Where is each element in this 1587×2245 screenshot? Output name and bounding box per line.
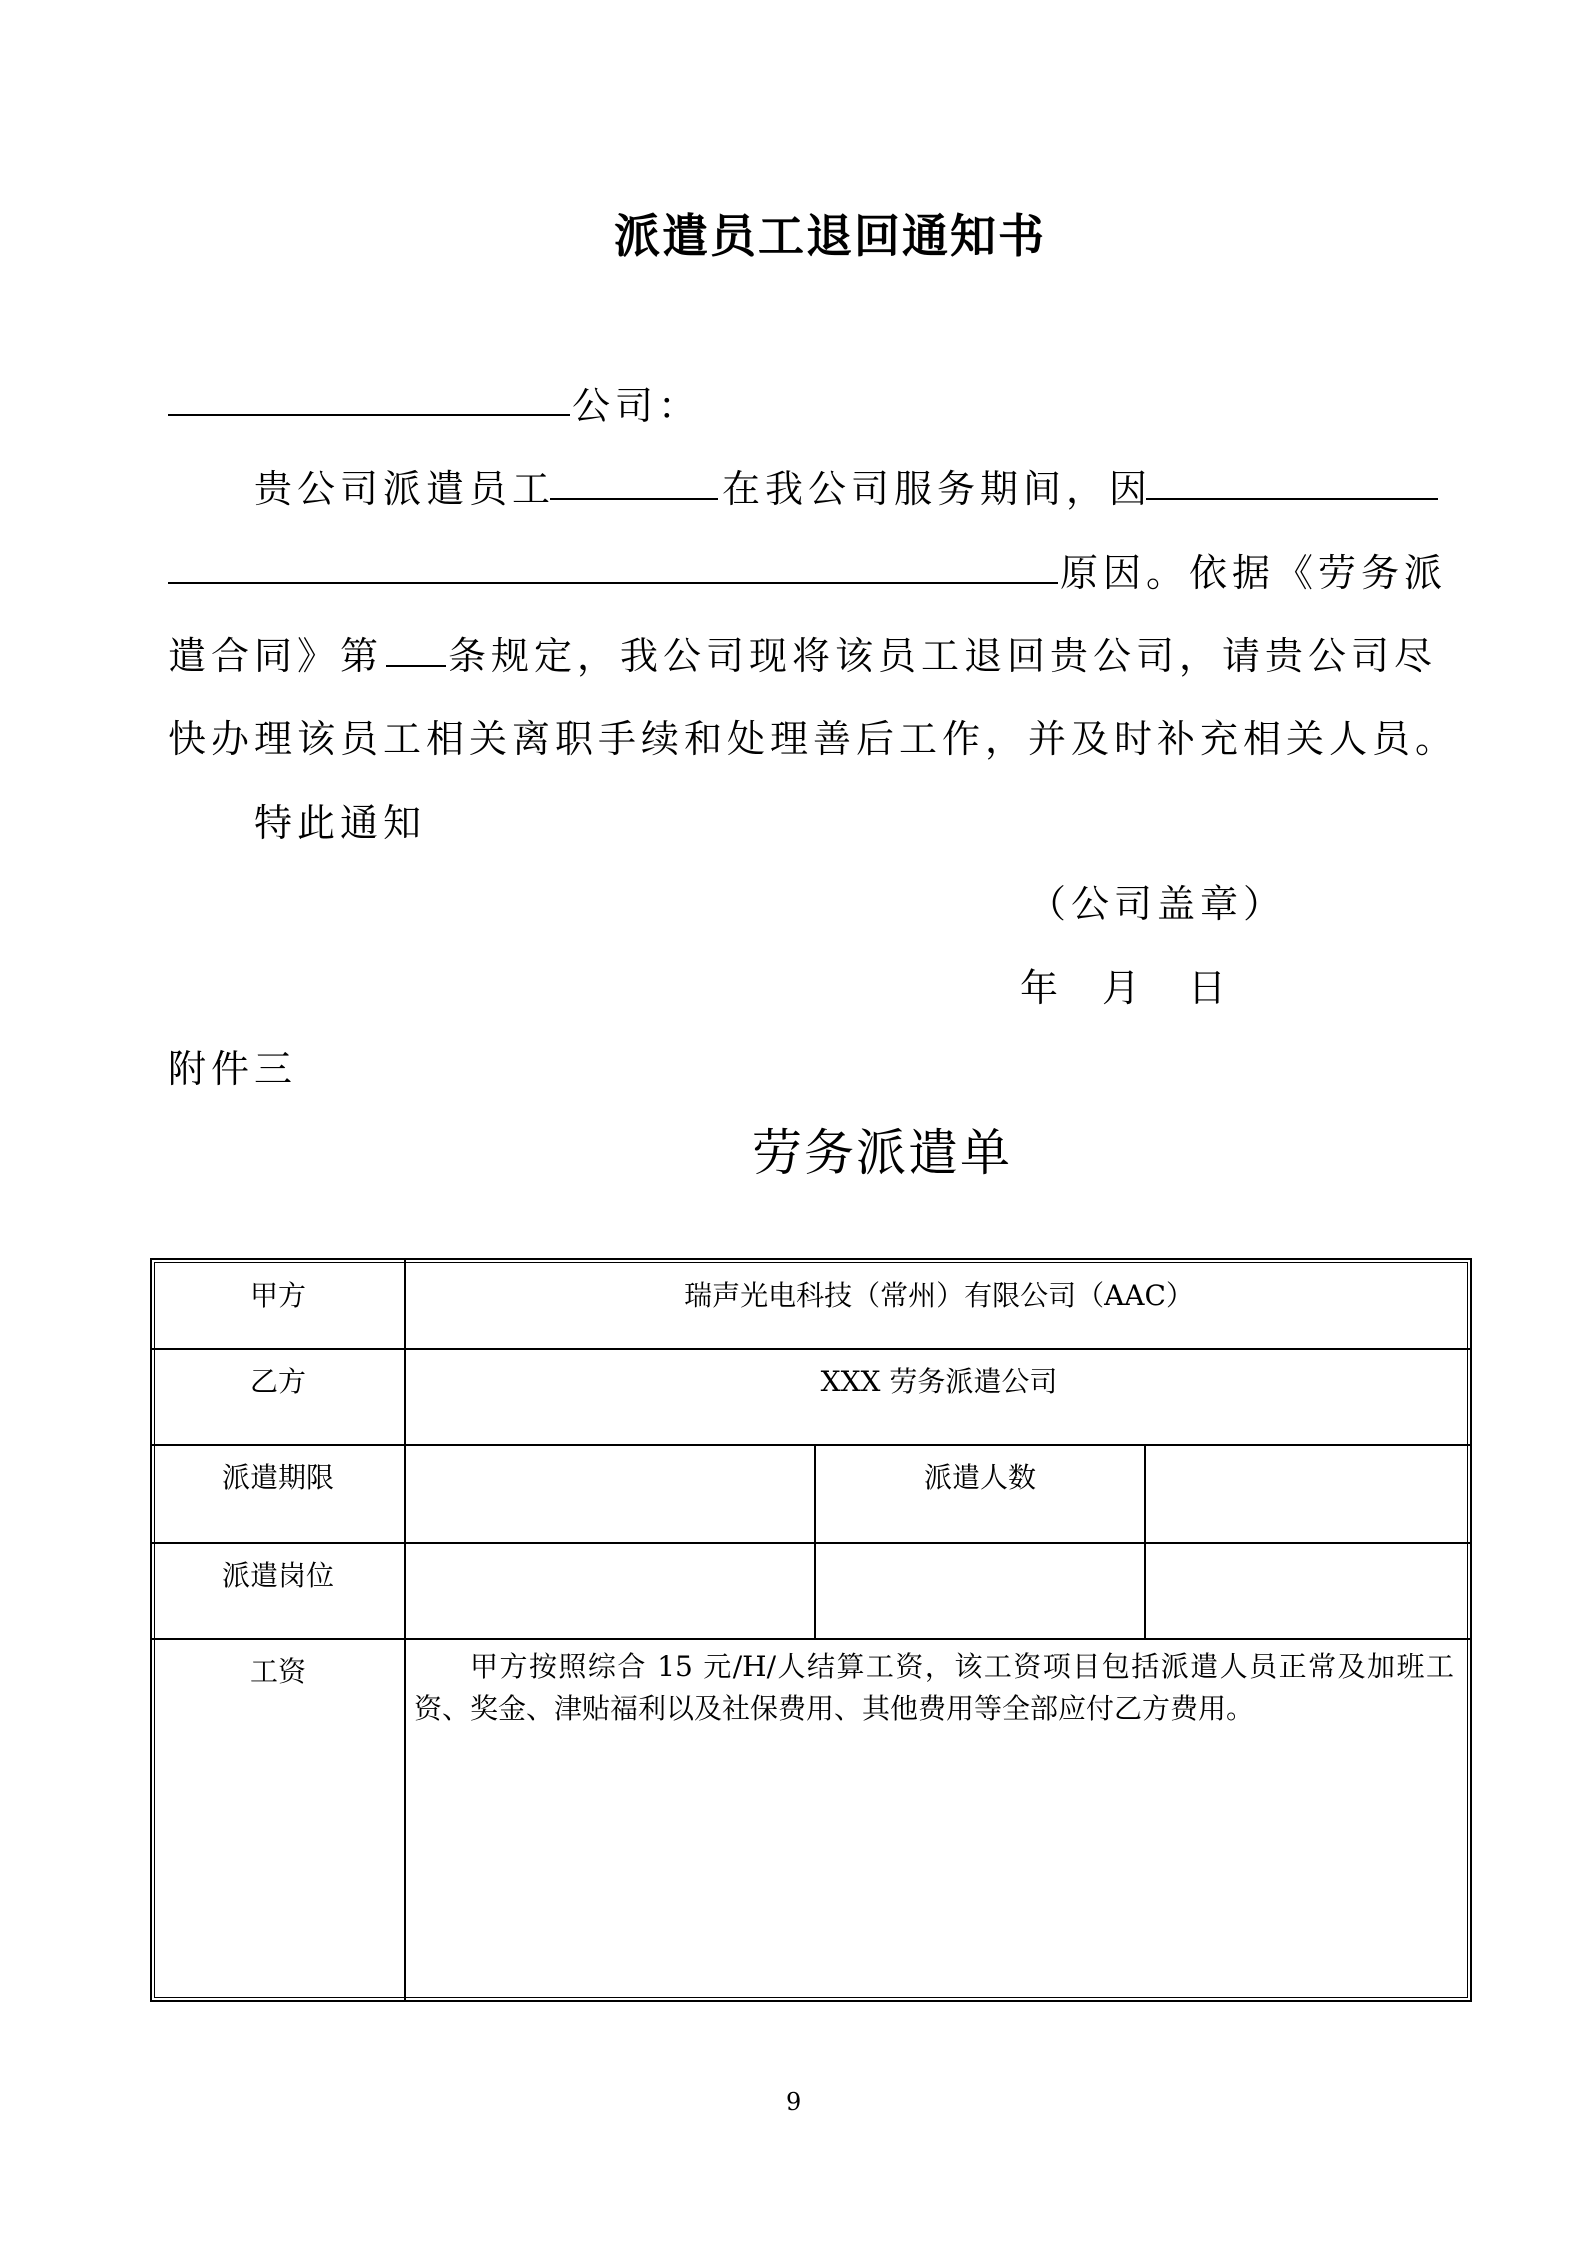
notice-line3-b: 条规定，我公司现将该员工退回贵公司，请贵公司尽 (448, 634, 1438, 678)
company-seal: （公司盖章） (1028, 882, 1287, 926)
term-label: 派遣期限 (221, 1461, 334, 1494)
party-b-value: XXX 劳务派遣公司 (820, 1365, 1058, 1398)
employee-name-blank (550, 498, 718, 500)
wage-description: 甲方按照综合 15 元/H/人结算工资，该工资项目包括派遣人员正常及加班工资、奖金、津贴福利以及社保费用、其他费用等全部应付乙方费用。 (414, 1650, 1454, 1725)
clause-number-blank (386, 665, 446, 667)
reason-blank-1 (1146, 498, 1438, 500)
party-a-label: 甲方 (249, 1279, 306, 1312)
table-col-divider (1144, 1444, 1146, 1638)
notice-title: 派遣员工退回通知书 (614, 209, 1046, 263)
date-day: 日 (1188, 966, 1232, 1010)
notice-line1-b: 在我公司服务期间，因 (722, 467, 1153, 511)
wage-label: 工资 (249, 1655, 306, 1688)
headcount-label: 派遣人数 (923, 1461, 1036, 1494)
notice-closing: 特此通知 (254, 801, 427, 845)
party-b-label: 乙方 (249, 1365, 306, 1398)
position-label: 派遣岗位 (221, 1559, 334, 1592)
attachment-label: 附件三 (168, 1047, 298, 1091)
dispatch-form-table (150, 1258, 1472, 2002)
company-suffix: 公司： (572, 384, 702, 428)
notice-line1-a: 贵公司派遣员工 (254, 467, 556, 511)
date-month: 月 (1102, 966, 1146, 1010)
table-row-divider (152, 1542, 1472, 1544)
reason-blank-2 (168, 582, 1058, 584)
company-name-blank (168, 414, 570, 416)
notice-line3-a: 遣合同》第 (168, 634, 384, 678)
notice-line4: 快办理该员工相关离职手续和处理善后工作，并及时补充相关人员。 (168, 717, 1459, 761)
form-title: 劳务派遣单 (752, 1124, 1012, 1182)
notice-line2: 原因。依据《劳务派 (1060, 551, 1448, 595)
date-year: 年 (1020, 966, 1064, 1010)
page-number: 9 (786, 2088, 802, 2116)
table-row-divider (152, 1444, 1472, 1446)
party-a-value: 瑞声光电科技（常州）有限公司（AAC） (684, 1279, 1194, 1312)
table-row-divider (152, 1348, 1472, 1350)
table-row-divider (152, 1638, 1472, 1640)
